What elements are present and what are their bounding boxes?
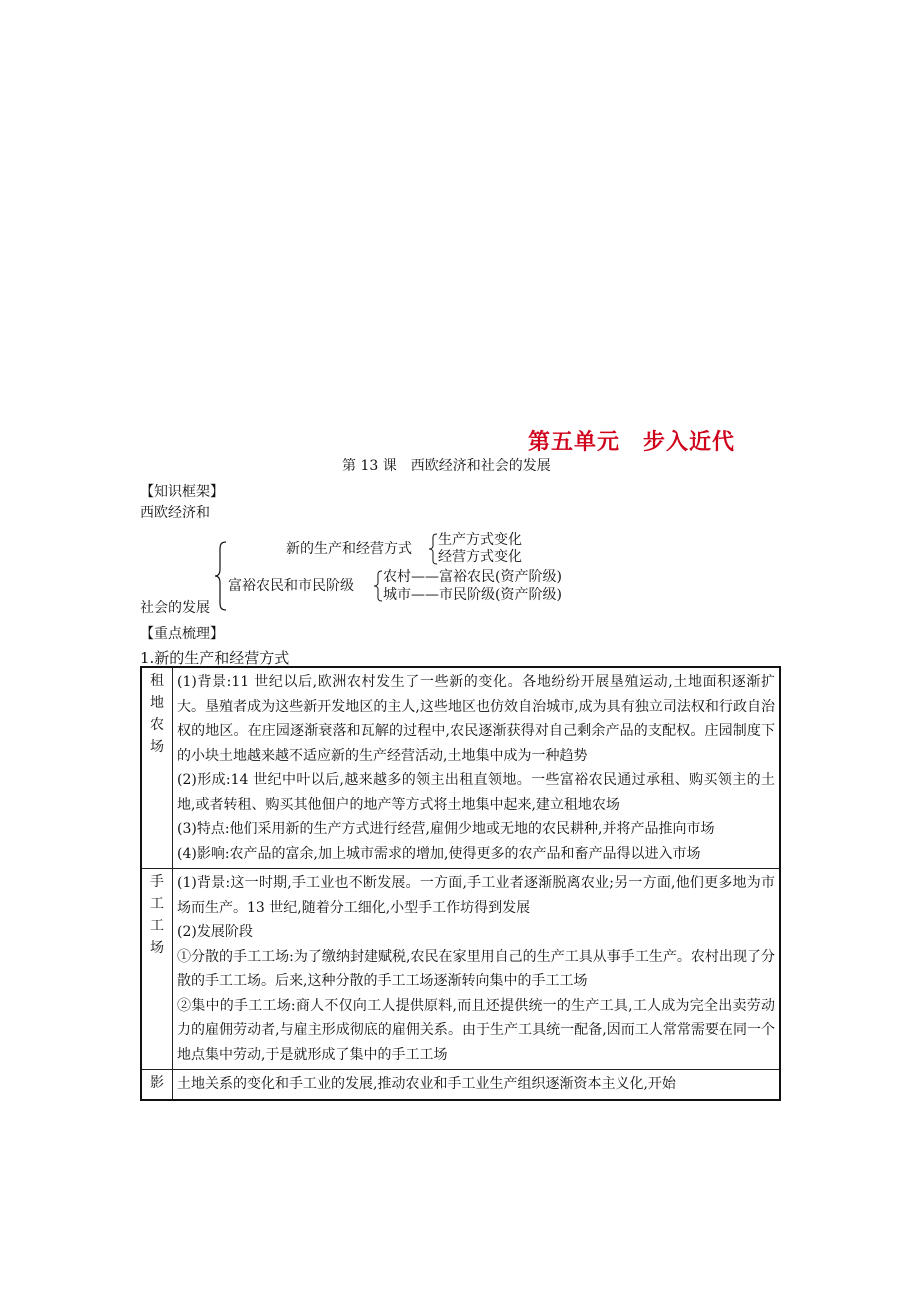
table-row: [141, 1070, 780, 1100]
paragraph: 土地关系的变化和手工业的发展,推动农业和手工业生产组织逐渐资本主义化,开始: [177, 1076, 676, 1092]
framework-leaf: 城市——市民阶级(资产阶级): [383, 587, 562, 603]
framework-sub-brace: [373, 570, 383, 602]
unit-title: 第五单元 步入近代: [528, 430, 736, 455]
paragraph: (1)背景:11 世纪以后,欧洲农村发生了一些新的变化。各地纷纷开展垦殖运动,土地面积逐渐扩大。垦殖者成为这些新开发地区的主人,这些地区也仿效自治城市,成为具有独立司法权和行政自治权的地区。在庄园逐渐衰落和瓦解的过程中,农民逐渐获得对自己剩余产品的支配权。庄园制度下的小块土地越来越不适应新的生产经营活动,土地集中成为一种趋势: [177, 674, 775, 764]
key-points-table: [140, 666, 781, 1101]
lesson-title: 第 13 课 西欧经济和社会的发展: [342, 458, 551, 474]
paragraph: ②集中的手工工场:商人不仅向工人提供原料,而且还提供统一的生产工具,工人成为完全出卖劳动力的雇佣劳动者,与雇主形成彻底的雇佣关系。由于生产工具统一配备,因而工人常常需要在同一个地点集中劳动,于是就形成了集中的手工工场: [177, 997, 775, 1063]
table-row: [141, 667, 780, 869]
row-content: [173, 667, 781, 869]
row-header-char: 手: [150, 874, 164, 890]
framework-leaf: 经营方式变化: [438, 549, 522, 565]
row-header-char: 影: [150, 1075, 164, 1091]
row-header-char: 地: [150, 695, 164, 711]
paragraph: (2)形成:14 世纪中叶以后,越来越多的领主出租直领地。一些富裕农民通过承租、购买领主的土地,或者转租、购买其他佃户的地产等方式将土地集中起来,建立租地农场: [177, 772, 775, 813]
paragraph: (2)发展阶段: [177, 924, 253, 940]
framework-root-top: 西欧经济和: [140, 505, 210, 521]
framework-branch-title: 富裕农民和市民阶级: [228, 578, 354, 594]
row-header-char: 农: [150, 717, 164, 733]
framework-root-bottom: 社会的发展: [140, 600, 210, 616]
row-header: [141, 869, 173, 1070]
framework-leaf: 农村——富裕农民(资产阶级): [383, 569, 562, 585]
framework-sub-brace: [428, 533, 438, 565]
row-header-char: 租: [150, 673, 164, 689]
section-heading: 1.新的生产和经营方式: [140, 649, 290, 667]
key-points-label: 【重点梳理】: [140, 626, 224, 642]
row-header: [141, 1070, 173, 1100]
row-header: [141, 667, 173, 869]
row-header-char: 场: [150, 739, 164, 755]
row-content: [173, 869, 781, 1070]
framework-main-brace: [214, 541, 228, 611]
paragraph: ①分散的手工工场:为了缴纳封建赋税,农民在家里用自己的生产工具从事手工生产。农村出现了分散的手工工场。后来,这种分散的手工工场逐渐转向集中的手工工场: [177, 948, 775, 989]
row-header-char: 场: [150, 940, 164, 956]
row-content: [173, 1070, 781, 1100]
paragraph: (4)影响:农产品的富余,加上城市需求的增加,使得更多的农产品和畜产品得以进入市场: [177, 845, 701, 862]
framework-leaf: 生产方式变化: [438, 532, 522, 548]
knowledge-framework-label: 【知识框架】: [140, 484, 224, 500]
paragraph: (1)背景:这一时期,手工业也不断发展。一方面,手工业者逐渐脱离农业;另一方面,他们更多地为市场而生产。13 世纪,随着分工细化,小型手工作坊得到发展: [177, 875, 775, 916]
row-header-char: 工: [150, 896, 164, 912]
paragraph: (3)特点:他们采用新的生产方式进行经营,雇佣少地或无地的农民耕种,并将产品推向市场: [177, 821, 715, 837]
framework-branch-title: 新的生产和经营方式: [286, 541, 412, 557]
row-header-char: 工: [150, 918, 164, 934]
table-row: [141, 869, 780, 1070]
